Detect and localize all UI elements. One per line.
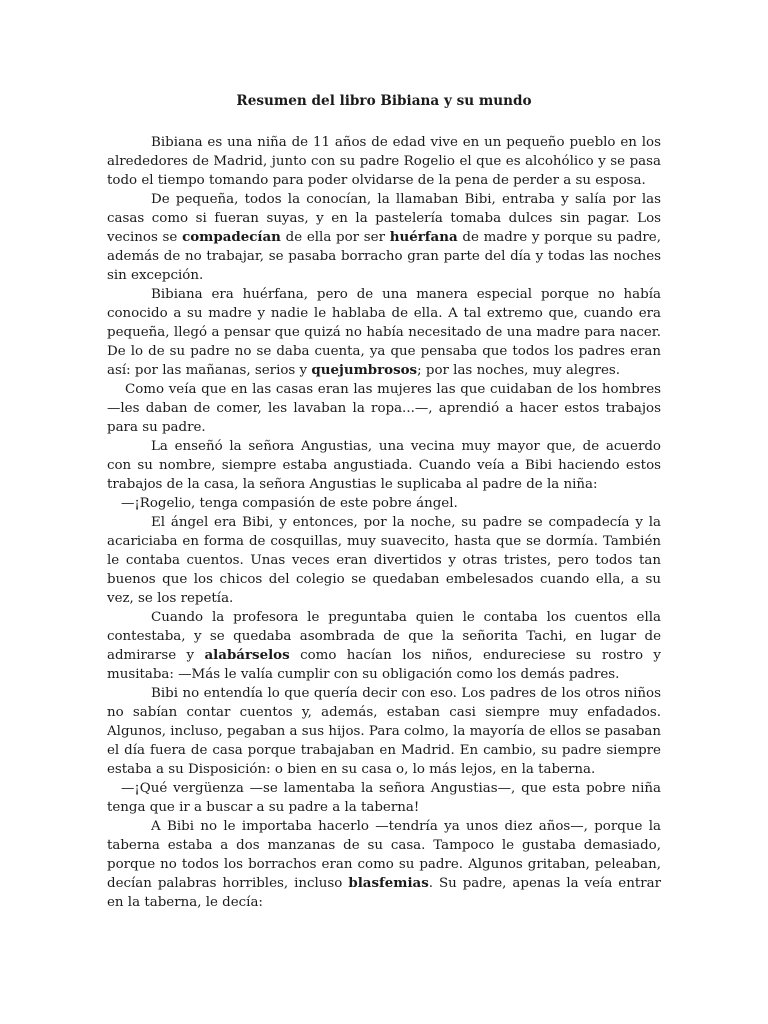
paragraph [107, 608, 661, 684]
bold-term: alabárselos [204, 647, 290, 663]
text-segment: ; por las noches, muy alegres. [417, 363, 621, 378]
text-segment: como hacían los niños, endureciese su rostro y musitaba: —Más le valía cumplir con su obligación como los demás padres. [107, 648, 661, 682]
text-segment: A Bibi no le importaba hacerlo —tendría ya unos diez años—, porque la taberna estaba a dos manzanas de su casa. Tampoco le gustaba demasiado, porque no todos los borrachos eran como su padre. Algunos gritaban, peleaban, decían palabras horribles, incluso [107, 819, 661, 891]
text-segment: Bibiana es una niña de 11 años de edad vive en un pequeño pueblo en los alrededores de Madrid, junto con su padre Rogelio el que es alcohólico y se pasa todo el tiempo tomando para poder olvidarse de la pena de perder a su esposa. [107, 135, 661, 188]
paragraph [107, 779, 661, 817]
text-segment: de ella por ser [280, 230, 390, 245]
paragraph [107, 817, 661, 912]
text-segment: La enseñó la señora Angustias, una vecina muy mayor que, de acuerdo con su nombre, siempre estaba angustiada. Cuando veía a Bibi haciendo estos trabajos de la casa, la señora Angustias le suplicaba al padre de la niña: [107, 439, 661, 492]
bold-term: huérfana [389, 229, 458, 245]
bold-term: quejumbrosos [311, 362, 418, 378]
paragraph [107, 437, 661, 494]
document-title: Resumen del libro Bibiana y su mundo [236, 93, 532, 109]
paragraph [107, 285, 661, 380]
paragraph [107, 513, 661, 608]
paragraph [107, 133, 661, 190]
text-segment: De pequeña, todos la conocían, la llamaban Bibi, entraba y salía por las casas como si fueran suyas, y en la pastelería tomaba dulces sin pagar. Los vecinos se [107, 192, 661, 245]
document-body [107, 133, 661, 912]
paragraph [107, 494, 661, 513]
text-segment: —¡Qué vergüenza —se lamentaba la señora Angustias—, que esta pobre niña tenga que ir a buscar a su padre a la taberna! [107, 781, 661, 815]
paragraph [107, 190, 661, 285]
text-segment: Cuando la profesora le preguntaba quien le contaba los cuentos ella contestaba, y se quedaba asombrada de que la señorita Tachi, en lugar de admirarse y [107, 610, 661, 663]
text-segment: de madre y porque su padre, además de no trabajar, se pasaba borracho gran parte del día y todas las noches sin excepción. [107, 230, 661, 283]
text-segment: Como veía que en las casas eran las mujeres las que cuidaban de los hombres —les daban de comer, les lavaban la ropa...—, aprendió a hacer estos trabajos para su padre. [107, 382, 661, 435]
paragraph [107, 380, 661, 437]
text-segment: —¡Rogelio, tenga compasión de este pobre ángel. [121, 496, 458, 511]
paragraph [107, 684, 661, 779]
text-segment: El ángel era Bibi, y entonces, por la noche, su padre se compadecía y la acariciaba en forma de cosquillas, muy suavecito, hasta que se dormía. También le contaba cuentos. Unas veces eran divertidos y otras tristes, pero todos tan buenos que los chicos del colegio se quedaban embelesados cuando ella, a su vez, se los repetía. [107, 515, 661, 606]
text-segment: Bibi no entendía lo que quería decir con eso. Los padres de los otros niños no sabían contar cuentos y, además, estaban casi siempre muy enfadados. Algunos, incluso, pegaban a sus hijos. Para colmo, la mayoría de ellos se pasaban el día fuera de casa porque trabajaban en Madrid. En cambio, su padre siempre estaba a su Disposición: o bien en su casa o, lo más lejos, en la taberna. [107, 686, 661, 777]
bold-term: blasfemias [348, 875, 429, 891]
bold-term: compadecían [182, 229, 281, 245]
text-segment: . Su padre, apenas la veía entrar en la taberna, le decía: [107, 876, 661, 910]
document-page [107, 88, 661, 912]
text-segment: Bibiana era huérfana, pero de una manera especial porque no había conocido a su madre y nadie le hablaba de ella. A tal extremo que, cuando era pequeña, llegó a pensar que quizá no había necesitado de una madre para nacer. De lo de su padre no se daba cuenta, ya que pensaba que todos los padres eran así: por las mañanas, serios y [107, 287, 661, 378]
